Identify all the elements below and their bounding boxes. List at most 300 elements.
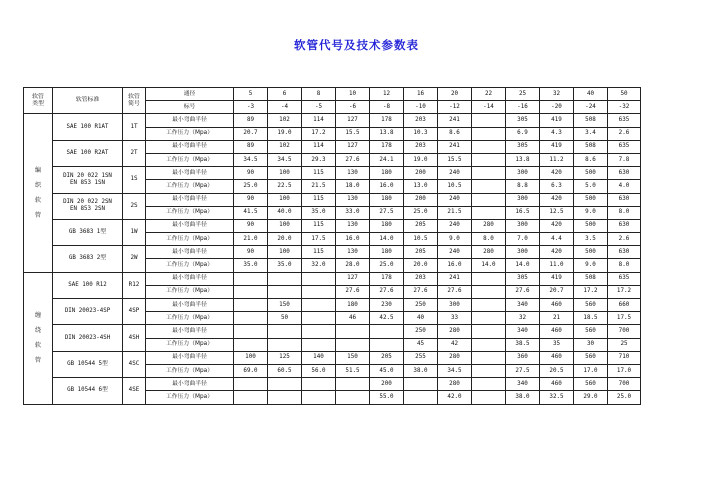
bend-radius-value: 500 — [574, 193, 608, 206]
header-code-line-1: 简号 — [128, 100, 140, 107]
pressure-value — [268, 338, 302, 351]
pressure-value — [336, 391, 370, 404]
bend-radius-value: 100 — [268, 219, 302, 232]
pressure-value — [268, 391, 302, 404]
pressure-value: 30 — [574, 338, 608, 351]
pressure-label: 工作压力（Mpa） — [146, 285, 234, 298]
header-mark: -24 — [574, 101, 608, 114]
pressure-value: 34.5 — [234, 153, 268, 166]
bend-radius-value: 90 — [234, 219, 268, 232]
pressure-value — [370, 338, 404, 351]
bend-radius-label: 最小弯曲半径 — [146, 378, 234, 391]
pressure-value: 7.0 — [506, 233, 540, 246]
pressure-value: 17.0 — [608, 364, 641, 377]
pressure-value: 16.0 — [438, 259, 472, 272]
bend-radius-value: 300 — [506, 193, 540, 206]
header-code-line-0: 软管 — [128, 93, 140, 100]
bend-radius-value: 340 — [506, 299, 540, 312]
hose-standard — [53, 193, 123, 219]
bend-radius-value: 560 — [574, 325, 608, 338]
bend-radius-value — [268, 325, 302, 338]
hose-code: 4SC — [123, 351, 146, 377]
hose-standard — [53, 299, 123, 325]
header-row-size — [24, 88, 641, 101]
hose-type-cell-line-0: 缠 — [34, 312, 41, 320]
pressure-label: 工作压力（Mpa） — [146, 180, 234, 193]
pressure-value — [472, 206, 506, 219]
pressure-value: 41.5 — [234, 206, 268, 219]
header-mark: -20 — [540, 101, 574, 114]
bend-radius-value: 460 — [540, 325, 574, 338]
header-mark: -12 — [438, 101, 472, 114]
bend-radius-value: 635 — [608, 272, 641, 285]
bend-radius-value: 635 — [608, 114, 641, 127]
pressure-value — [472, 391, 506, 404]
header-size: 40 — [574, 88, 608, 101]
bend-radius-value: 340 — [506, 325, 540, 338]
pressure-value: 27.6 — [438, 285, 472, 298]
pressure-value: 42.0 — [438, 391, 472, 404]
header-mark: -16 — [506, 101, 540, 114]
pressure-value: 14.0 — [370, 233, 404, 246]
bend-radius-value: 130 — [336, 219, 370, 232]
bend-radius-value: 500 — [574, 246, 608, 259]
pressure-value: 38.0 — [404, 364, 438, 377]
header-mark: -4 — [268, 101, 302, 114]
header-bore-label: 通径 — [146, 88, 234, 101]
pressure-value: 35.0 — [302, 206, 336, 219]
bend-radius-value: 280 — [472, 219, 506, 232]
pressure-label: 工作压力（Mpa） — [146, 364, 234, 377]
bend-radius-value: 280 — [472, 246, 506, 259]
pressure-value: 20.5 — [540, 364, 574, 377]
hose-code: R12 — [123, 272, 146, 298]
bend-radius-label: 最小弯曲半径 — [146, 351, 234, 364]
bend-radius-value: 100 — [268, 193, 302, 206]
bend-radius-value: 419 — [540, 272, 574, 285]
hose-standard — [53, 351, 123, 377]
bend-radius-value: 280 — [438, 378, 472, 391]
hose-type-cell-line-2: 软 — [34, 197, 41, 204]
pressure-value: 14.0 — [472, 259, 506, 272]
bend-radius-value: 127 — [336, 272, 370, 285]
pressure-value: 12.5 — [540, 206, 574, 219]
bend-radius-value — [404, 378, 438, 391]
bend-radius-value — [472, 114, 506, 127]
pressure-value — [234, 338, 268, 351]
bend-radius-value: 419 — [540, 140, 574, 153]
bend-radius-value: 460 — [540, 378, 574, 391]
bend-radius-value — [234, 325, 268, 338]
hose-standard-line-0: GB 3683 1型 — [68, 229, 107, 236]
page-title: 软管代号及技术参数表 — [294, 38, 419, 52]
bend-radius-value: 180 — [336, 299, 370, 312]
pressure-value: 11.2 — [540, 153, 574, 166]
bend-radius-value — [268, 378, 302, 391]
hose-standard-line-1: EN 853 2SN — [70, 206, 105, 213]
pressure-value: 8.8 — [506, 180, 540, 193]
bend-radius-value: 180 — [370, 219, 404, 232]
bend-radius-value: 115 — [302, 246, 336, 259]
hose-code: 2W — [123, 246, 146, 272]
bend-radius-value: 420 — [540, 193, 574, 206]
bend-radius-value: 130 — [336, 193, 370, 206]
header-mark: -5 — [302, 101, 336, 114]
pressure-value: 14.0 — [506, 259, 540, 272]
pressure-value: 9.0 — [438, 233, 472, 246]
bend-radius-value — [302, 325, 336, 338]
bend-radius-value — [472, 140, 506, 153]
bend-radius-value: 250 — [404, 299, 438, 312]
header-mark: -3 — [234, 101, 268, 114]
bend-radius-value: 205 — [404, 219, 438, 232]
header-type — [24, 88, 53, 114]
bend-radius-value: 150 — [336, 351, 370, 364]
pressure-value: 60.5 — [268, 364, 302, 377]
bend-radius-value — [234, 272, 268, 285]
pressure-value: 15.5 — [336, 127, 370, 140]
bend-radius-label: 最小弯曲半径 — [146, 219, 234, 232]
header-size: 8 — [302, 88, 336, 101]
bend-radius-label: 最小弯曲半径 — [146, 325, 234, 338]
bend-radius-value: 300 — [506, 219, 540, 232]
header-size: 12 — [370, 88, 404, 101]
header-mark: -10 — [404, 101, 438, 114]
pressure-label: 工作压力（Mpa） — [146, 259, 234, 272]
bend-radius-value — [234, 299, 268, 312]
pressure-value: 18.5 — [574, 312, 608, 325]
bend-radius-value: 419 — [540, 114, 574, 127]
pressure-value: 11.0 — [540, 259, 574, 272]
bend-radius-value: 178 — [370, 272, 404, 285]
bend-radius-value: 305 — [506, 140, 540, 153]
bend-radius-value: 280 — [438, 325, 472, 338]
pressure-value: 20.7 — [540, 285, 574, 298]
header-size: 25 — [506, 88, 540, 101]
pressure-value: 10.3 — [404, 127, 438, 140]
pressure-value: 2.6 — [608, 233, 641, 246]
bend-radius-label: 最小弯曲半径 — [146, 272, 234, 285]
bend-radius-value: 230 — [370, 299, 404, 312]
table-row — [24, 351, 641, 364]
pressure-value: 13.8 — [506, 153, 540, 166]
bend-radius-value: 305 — [506, 114, 540, 127]
pressure-value: 29.3 — [302, 153, 336, 166]
bend-radius-value: 203 — [404, 272, 438, 285]
table-row — [24, 246, 641, 259]
pressure-value: 16.5 — [506, 206, 540, 219]
bend-radius-value: 630 — [608, 167, 641, 180]
bend-radius-value: 130 — [336, 246, 370, 259]
header-size: 6 — [268, 88, 302, 101]
pressure-value: 56.0 — [302, 364, 336, 377]
pressure-value: 34.5 — [268, 153, 302, 166]
hose-standard-line-0: SAE 100 R2AT — [66, 149, 109, 156]
pressure-value: 8.0 — [472, 233, 506, 246]
bend-radius-value: 100 — [268, 246, 302, 259]
pressure-value: 17.5 — [608, 312, 641, 325]
pressure-value — [472, 312, 506, 325]
hose-standard — [53, 378, 123, 404]
pressure-value — [234, 312, 268, 325]
pressure-value: 8.6 — [438, 127, 472, 140]
bend-radius-value — [472, 299, 506, 312]
bend-radius-value: 630 — [608, 246, 641, 259]
pressure-value: 40 — [404, 312, 438, 325]
pressure-value — [472, 153, 506, 166]
pressure-value — [302, 285, 336, 298]
pressure-value: 18.0 — [336, 180, 370, 193]
bend-radius-value: 127 — [336, 114, 370, 127]
hose-code: 1T — [123, 114, 146, 140]
hose-standard-line-0: GB 10544 6型 — [67, 387, 108, 394]
pressure-value — [268, 285, 302, 298]
hose-code: 4SP — [123, 299, 146, 325]
pressure-value: 27.5 — [506, 364, 540, 377]
bend-radius-value: 115 — [302, 167, 336, 180]
table-row — [24, 299, 641, 312]
bend-radius-value — [472, 351, 506, 364]
pressure-value: 21 — [540, 312, 574, 325]
pressure-value: 10.5 — [404, 233, 438, 246]
bend-radius-value — [302, 299, 336, 312]
pressure-value: 21.5 — [438, 206, 472, 219]
bend-radius-value: 150 — [268, 299, 302, 312]
header-mark: -32 — [608, 101, 641, 114]
hose-standard — [53, 140, 123, 166]
pressure-value: 6.3 — [540, 180, 574, 193]
pressure-label: 工作压力（Mpa） — [146, 127, 234, 140]
pressure-value: 17.2 — [302, 127, 336, 140]
bend-radius-value: 241 — [438, 114, 472, 127]
pressure-value: 25.0 — [234, 180, 268, 193]
bend-radius-value: 241 — [438, 140, 472, 153]
bend-radius-value: 560 — [574, 351, 608, 364]
bend-radius-value: 500 — [574, 167, 608, 180]
bend-radius-value: 635 — [608, 140, 641, 153]
bend-radius-label: 最小弯曲半径 — [146, 193, 234, 206]
table-row — [24, 114, 641, 127]
header-mark: -14 — [472, 101, 506, 114]
bend-radius-value: 100 — [268, 167, 302, 180]
table-row — [24, 193, 641, 206]
pressure-value: 21.5 — [302, 180, 336, 193]
hose-standard — [53, 272, 123, 298]
bend-radius-value: 205 — [370, 351, 404, 364]
pressure-value: 35.0 — [268, 259, 302, 272]
bend-radius-value: 178 — [370, 140, 404, 153]
pressure-value — [336, 338, 370, 351]
pressure-value: 50 — [268, 312, 302, 325]
pressure-value: 17.2 — [608, 285, 641, 298]
bend-radius-value: 100 — [234, 351, 268, 364]
bend-radius-value: 90 — [234, 193, 268, 206]
bend-radius-value: 200 — [370, 378, 404, 391]
bend-radius-value — [268, 272, 302, 285]
bend-radius-value: 560 — [574, 378, 608, 391]
header-size: 50 — [608, 88, 641, 101]
pressure-label: 工作压力（Mpa） — [146, 391, 234, 404]
pressure-value: 3.5 — [574, 233, 608, 246]
bend-radius-value: 660 — [608, 299, 641, 312]
pressure-value — [302, 338, 336, 351]
hose-standard — [53, 114, 123, 140]
pressure-value: 33 — [438, 312, 472, 325]
pressure-value: 27.6 — [404, 285, 438, 298]
pressure-value: 40.0 — [268, 206, 302, 219]
pressure-value: 15.5 — [438, 153, 472, 166]
hose-standard-line-0: DIN 20023-4SH — [64, 334, 111, 341]
pressure-value: 16.0 — [336, 233, 370, 246]
pressure-value: 10.5 — [438, 180, 472, 193]
pressure-value: 69.0 — [234, 364, 268, 377]
hose-type-cell — [24, 114, 53, 272]
hose-standard-line-0: DIN 20023-4SP — [64, 308, 111, 315]
pressure-value — [472, 364, 506, 377]
pressure-value: 45.0 — [370, 364, 404, 377]
bend-radius-value — [472, 193, 506, 206]
bend-radius-value — [302, 378, 336, 391]
bend-radius-value: 300 — [506, 167, 540, 180]
pressure-value: 17.5 — [302, 233, 336, 246]
pressure-value: 8.0 — [608, 206, 641, 219]
bend-radius-value — [370, 325, 404, 338]
hose-code: 2S — [123, 193, 146, 219]
bend-radius-label: 最小弯曲半径 — [146, 167, 234, 180]
hose-type-cell-line-3: 管 — [34, 212, 41, 219]
bend-radius-value: 241 — [438, 272, 472, 285]
pressure-value: 25.0 — [404, 206, 438, 219]
pressure-value: 27.6 — [506, 285, 540, 298]
pressure-value: 21.0 — [234, 233, 268, 246]
bend-radius-value: 255 — [404, 351, 438, 364]
bend-radius-value: 700 — [608, 325, 641, 338]
hose-standard-line-0: GB 3683 2型 — [68, 255, 107, 262]
table-row — [24, 378, 641, 391]
bend-radius-value: 90 — [234, 246, 268, 259]
hose-standard-line-0: DIN 20 022 2SN — [63, 199, 112, 206]
pressure-value — [472, 127, 506, 140]
bend-radius-value: 500 — [574, 219, 608, 232]
table-row — [24, 140, 641, 153]
bend-radius-value — [472, 378, 506, 391]
pressure-value: 51.5 — [336, 364, 370, 377]
pressure-value: 17.2 — [574, 285, 608, 298]
bend-radius-value: 560 — [574, 299, 608, 312]
header-size: 5 — [234, 88, 268, 101]
pressure-value: 6.9 — [506, 127, 540, 140]
bend-radius-value: 114 — [302, 114, 336, 127]
bend-radius-value: 200 — [404, 193, 438, 206]
bend-radius-label: 最小弯曲半径 — [146, 246, 234, 259]
pressure-value — [234, 285, 268, 298]
hose-standard-line-0: SAE 100 R12 — [68, 281, 107, 288]
header-type-line-1: 类型 — [32, 100, 44, 107]
pressure-value: 7.8 — [608, 153, 641, 166]
pressure-value: 9.0 — [574, 206, 608, 219]
bend-radius-value — [472, 272, 506, 285]
pressure-value: 55.0 — [370, 391, 404, 404]
pressure-value: 16.0 — [370, 180, 404, 193]
hose-type-cell-line-3: 管 — [34, 357, 41, 365]
hose-code: 1S — [123, 167, 146, 193]
bend-radius-value: 300 — [438, 299, 472, 312]
pressure-value: 22.5 — [268, 180, 302, 193]
pressure-value: 32.5 — [540, 391, 574, 404]
pressure-value: 4.3 — [540, 127, 574, 140]
pressure-value: 25.0 — [370, 259, 404, 272]
pressure-value: 45 — [404, 338, 438, 351]
bend-radius-value: 180 — [370, 193, 404, 206]
pressure-value: 42 — [438, 338, 472, 351]
table-row — [24, 272, 641, 285]
table-row — [24, 219, 641, 232]
header-size: 16 — [404, 88, 438, 101]
pressure-value: 27.6 — [370, 285, 404, 298]
bend-radius-value: 180 — [370, 246, 404, 259]
pressure-value: 28.0 — [336, 259, 370, 272]
pressure-value: 20.0 — [404, 259, 438, 272]
hose-standard — [53, 325, 123, 351]
header-size: 10 — [336, 88, 370, 101]
pressure-value: 27.6 — [336, 285, 370, 298]
pressure-value: 29.0 — [574, 391, 608, 404]
pressure-value — [302, 391, 336, 404]
bend-radius-value: 300 — [506, 246, 540, 259]
bend-radius-value: 178 — [370, 114, 404, 127]
table-row — [24, 167, 641, 180]
bend-radius-value: 127 — [336, 140, 370, 153]
bend-radius-value — [336, 325, 370, 338]
pressure-value: 42.5 — [370, 312, 404, 325]
bend-radius-value: 240 — [438, 167, 472, 180]
bend-radius-value: 102 — [268, 140, 302, 153]
bend-radius-value: 420 — [540, 219, 574, 232]
pressure-value — [472, 338, 506, 351]
pressure-value: 8.6 — [574, 153, 608, 166]
pressure-value: 32.0 — [302, 259, 336, 272]
pressure-value: 25.0 — [608, 391, 641, 404]
bend-radius-value: 140 — [302, 351, 336, 364]
header-mark: -6 — [336, 101, 370, 114]
pressure-value — [404, 391, 438, 404]
pressure-value: 8.0 — [608, 259, 641, 272]
header-size: 32 — [540, 88, 574, 101]
bend-radius-value: 700 — [608, 378, 641, 391]
pressure-value: 4.4 — [540, 233, 574, 246]
bend-radius-value — [336, 378, 370, 391]
pressure-value: 2.6 — [608, 127, 641, 140]
bend-radius-value: 460 — [540, 299, 574, 312]
bend-radius-value: 340 — [506, 378, 540, 391]
bend-radius-value: 114 — [302, 140, 336, 153]
hose-type-cell-line-1: 织 — [34, 182, 41, 189]
pressure-value: 4.0 — [608, 180, 641, 193]
bend-radius-value: 89 — [234, 114, 268, 127]
bend-radius-value: 102 — [268, 114, 302, 127]
bend-radius-value: 460 — [540, 351, 574, 364]
header-mark: -8 — [370, 101, 404, 114]
pressure-label: 工作压力（Mpa） — [146, 206, 234, 219]
pressure-value: 24.1 — [370, 153, 404, 166]
pressure-value: 19.0 — [268, 127, 302, 140]
pressure-label: 工作压力（Mpa） — [146, 153, 234, 166]
pressure-label: 工作压力（Mpa） — [146, 338, 234, 351]
bend-radius-value: 280 — [438, 351, 472, 364]
header-code — [123, 88, 146, 114]
pressure-value: 13.0 — [404, 180, 438, 193]
bend-radius-value: 710 — [608, 351, 641, 364]
